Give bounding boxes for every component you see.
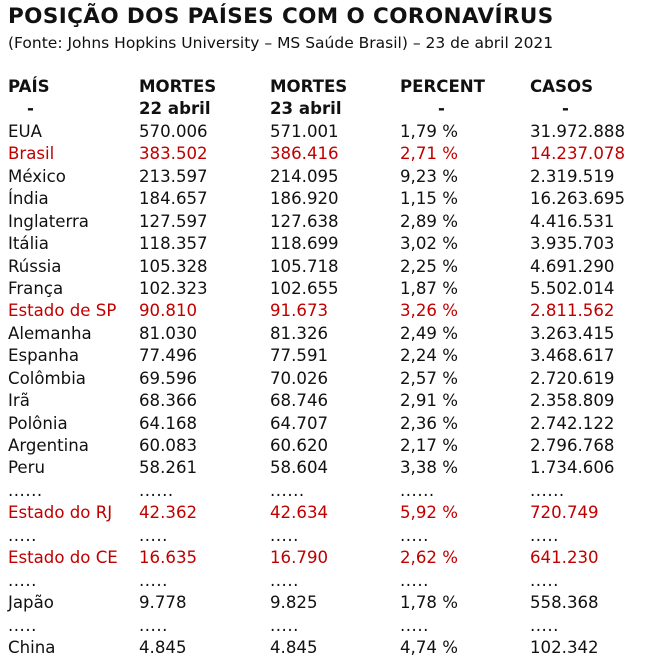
country-cell: México xyxy=(8,166,66,186)
country-cell: Peru xyxy=(8,458,45,478)
country-cell: Colômbia xyxy=(8,368,86,388)
percent-cell: 2,17 % xyxy=(400,436,458,455)
deaths-23-cell: 571.001 xyxy=(270,121,339,141)
deaths-22-cell: 69.596 xyxy=(139,368,198,388)
percent-cell: ..... xyxy=(400,525,429,545)
table-row xyxy=(0,457,647,479)
header-deaths-23: MORTES xyxy=(270,77,348,96)
cases-cell: 641.230 xyxy=(530,548,599,568)
table-row xyxy=(0,300,647,322)
deaths-22-cell: 105.328 xyxy=(139,256,208,276)
cases-cell: 2.720.619 xyxy=(530,368,615,388)
deaths-22-cell: 64.168 xyxy=(139,413,198,433)
percent-cell: ...... xyxy=(400,480,435,500)
table-row xyxy=(0,435,647,457)
cases-cell: 31.972.888 xyxy=(530,121,626,141)
country-cell: Argentina xyxy=(8,436,89,455)
header-cases: CASOS xyxy=(530,77,594,96)
cases-cell: 3.468.617 xyxy=(530,346,615,366)
table-row xyxy=(0,345,647,367)
cases-cell: 2.358.809 xyxy=(530,391,615,411)
cases-cell: 558.368 xyxy=(530,593,599,613)
ellipsis-row xyxy=(0,525,647,547)
cases-cell: ..... xyxy=(530,570,559,590)
deaths-23-cell: 127.638 xyxy=(270,211,339,231)
country-cell: Espanha xyxy=(8,346,80,366)
deaths-23-cell: 64.707 xyxy=(270,413,329,433)
deaths-23-cell: 81.326 xyxy=(270,323,329,343)
country-cell: Itália xyxy=(8,234,49,254)
deaths-22-cell: 102.323 xyxy=(139,278,208,298)
table-row xyxy=(0,547,647,569)
percent-cell: ..... xyxy=(400,615,429,635)
percent-cell: 2,91 % xyxy=(400,391,458,411)
cases-cell: 2.811.562 xyxy=(530,301,615,321)
percent-cell: 9,23 % xyxy=(400,166,458,186)
deaths-23-cell: 214.095 xyxy=(270,166,339,186)
percent-cell: 1,79 % xyxy=(400,121,458,141)
table-row xyxy=(0,502,647,524)
country-cell: Alemanha xyxy=(8,323,92,343)
header-deaths-22: MORTES xyxy=(139,77,217,96)
header-percent: PERCENT xyxy=(400,77,485,96)
header-date-23: 23 abril xyxy=(270,99,342,119)
deaths-23-cell: ..... xyxy=(270,525,299,545)
deaths-22-cell: 383.502 xyxy=(139,144,208,164)
deaths-22-cell: 9.778 xyxy=(139,593,187,613)
source-subtitle: (Fonte: Johns Hopkins University – MS Saúde Brasil) – 23 de abril 2021 xyxy=(8,34,554,52)
deaths-22-cell: 42.362 xyxy=(139,503,198,523)
table-row xyxy=(0,121,647,143)
table-row xyxy=(0,256,647,278)
deaths-23-cell: 4.845 xyxy=(270,637,318,657)
cases-cell: 2.319.519 xyxy=(530,166,615,186)
country-cell: EUA xyxy=(8,121,42,141)
deaths-23-cell: 70.026 xyxy=(270,368,329,388)
deaths-23-cell: 9.825 xyxy=(270,593,318,613)
deaths-23-cell: 16.790 xyxy=(270,548,329,568)
country-cell: China xyxy=(8,637,56,657)
country-cell: Irã xyxy=(8,391,30,411)
cases-cell: 102.342 xyxy=(530,637,599,657)
deaths-22-cell: 81.030 xyxy=(139,323,198,343)
header-date-22: 22 abril xyxy=(139,99,211,119)
page-title: POSIÇÃO DOS PAÍSES COM O CORONAVÍRUS xyxy=(8,4,554,29)
country-cell: Japão xyxy=(8,593,54,613)
cases-cell: 1.734.606 xyxy=(530,458,615,478)
table-row xyxy=(0,637,647,659)
cases-cell: 4.691.290 xyxy=(530,256,615,276)
percent-cell: 2,24 % xyxy=(400,346,458,366)
deaths-23-cell: ..... xyxy=(270,615,299,635)
percent-cell: 2,36 % xyxy=(400,413,458,433)
table-row xyxy=(0,188,647,210)
deaths-22-cell: 58.261 xyxy=(139,458,198,478)
header-country: PAÍS xyxy=(8,77,50,96)
percent-cell: 1,15 % xyxy=(400,189,458,209)
country-cell: França xyxy=(8,278,64,298)
deaths-22-cell: 90.810 xyxy=(139,301,198,321)
deaths-23-cell: 68.746 xyxy=(270,391,329,411)
country-cell: ...... xyxy=(8,480,43,500)
deaths-22-cell: ...... xyxy=(139,480,174,500)
deaths-23-cell: 58.604 xyxy=(270,458,329,478)
header-cases-dash: - xyxy=(562,99,569,119)
country-cell: Polônia xyxy=(8,413,68,433)
deaths-23-cell: 60.620 xyxy=(270,436,329,455)
deaths-23-cell: 105.718 xyxy=(270,256,339,276)
deaths-23-cell: 42.634 xyxy=(270,503,329,523)
cases-cell: ...... xyxy=(530,480,565,500)
percent-cell: 3,02 % xyxy=(400,234,458,254)
percent-cell: 3,38 % xyxy=(400,458,458,478)
deaths-22-cell: ..... xyxy=(139,570,168,590)
country-cell: Índia xyxy=(8,189,49,209)
country-cell: Estado do RJ xyxy=(8,503,113,523)
cases-cell: 5.502.014 xyxy=(530,278,615,298)
percent-cell: ..... xyxy=(400,570,429,590)
deaths-23-cell: 91.673 xyxy=(270,301,329,321)
deaths-22-cell: 570.006 xyxy=(139,121,208,141)
deaths-22-cell: 4.845 xyxy=(139,637,187,657)
header-row-dates xyxy=(0,98,647,120)
table-row xyxy=(0,211,647,233)
percent-cell: 4,74 % xyxy=(400,637,458,657)
percent-cell: 5,92 % xyxy=(400,503,458,523)
cases-cell: ..... xyxy=(530,525,559,545)
deaths-22-cell: 118.357 xyxy=(139,234,208,254)
deaths-22-cell: 77.496 xyxy=(139,346,198,366)
percent-cell: 1,78 % xyxy=(400,593,458,613)
coronavirus-table xyxy=(0,76,647,659)
deaths-23-cell: ...... xyxy=(270,480,305,500)
deaths-22-cell: ..... xyxy=(139,615,168,635)
deaths-22-cell: 213.597 xyxy=(139,166,208,186)
deaths-23-cell: 118.699 xyxy=(270,234,339,254)
ellipsis-row xyxy=(0,480,647,502)
cases-cell: 2.796.768 xyxy=(530,436,615,455)
deaths-22-cell: 16.635 xyxy=(139,548,198,568)
cases-cell: 4.416.531 xyxy=(530,211,615,231)
percent-cell: 2,62 % xyxy=(400,548,458,568)
country-cell: Inglaterra xyxy=(8,211,89,231)
percent-cell: 2,71 % xyxy=(400,144,458,164)
country-cell: Estado do CE xyxy=(8,548,118,568)
cases-cell: ..... xyxy=(530,615,559,635)
table-row xyxy=(0,368,647,390)
table-row xyxy=(0,166,647,188)
country-cell: ..... xyxy=(8,570,37,590)
country-cell: Estado de SP xyxy=(8,301,117,321)
percent-cell: 3,26 % xyxy=(400,301,458,321)
percent-cell: 2,49 % xyxy=(400,323,458,343)
deaths-22-cell: 68.366 xyxy=(139,391,198,411)
deaths-23-cell: 102.655 xyxy=(270,278,339,298)
deaths-22-cell: 184.657 xyxy=(139,189,208,209)
header-percent-dash: - xyxy=(438,99,445,119)
percent-cell: 1,87 % xyxy=(400,278,458,298)
deaths-23-cell: 77.591 xyxy=(270,346,329,366)
country-cell: Rússia xyxy=(8,256,62,276)
table-row xyxy=(0,323,647,345)
country-cell: Brasil xyxy=(8,144,55,164)
percent-cell: 2,89 % xyxy=(400,211,458,231)
cases-cell: 3.263.415 xyxy=(530,323,615,343)
table-row xyxy=(0,143,647,165)
cases-cell: 14.237.078 xyxy=(530,144,626,164)
country-cell: ..... xyxy=(8,615,37,635)
ellipsis-row xyxy=(0,570,647,592)
cases-cell: 2.742.122 xyxy=(530,413,615,433)
cases-cell: 3.935.703 xyxy=(530,234,615,254)
deaths-22-cell: 60.083 xyxy=(139,436,198,455)
ellipsis-row xyxy=(0,615,647,637)
cases-cell: 720.749 xyxy=(530,503,599,523)
deaths-23-cell: 186.920 xyxy=(270,189,339,209)
percent-cell: 2,57 % xyxy=(400,368,458,388)
table-body xyxy=(0,121,647,660)
table-row xyxy=(0,278,647,300)
header-country-dash: - xyxy=(27,99,34,119)
country-cell: ..... xyxy=(8,525,37,545)
table-row xyxy=(0,233,647,255)
deaths-23-cell: 386.416 xyxy=(270,144,339,164)
deaths-22-cell: 127.597 xyxy=(139,211,208,231)
cases-cell: 16.263.695 xyxy=(530,189,626,209)
deaths-22-cell: ..... xyxy=(139,525,168,545)
percent-cell: 2,25 % xyxy=(400,256,458,276)
deaths-23-cell: ..... xyxy=(270,570,299,590)
header-row-labels xyxy=(0,76,647,98)
table-row xyxy=(0,390,647,412)
table-row xyxy=(0,592,647,614)
table-row xyxy=(0,413,647,435)
